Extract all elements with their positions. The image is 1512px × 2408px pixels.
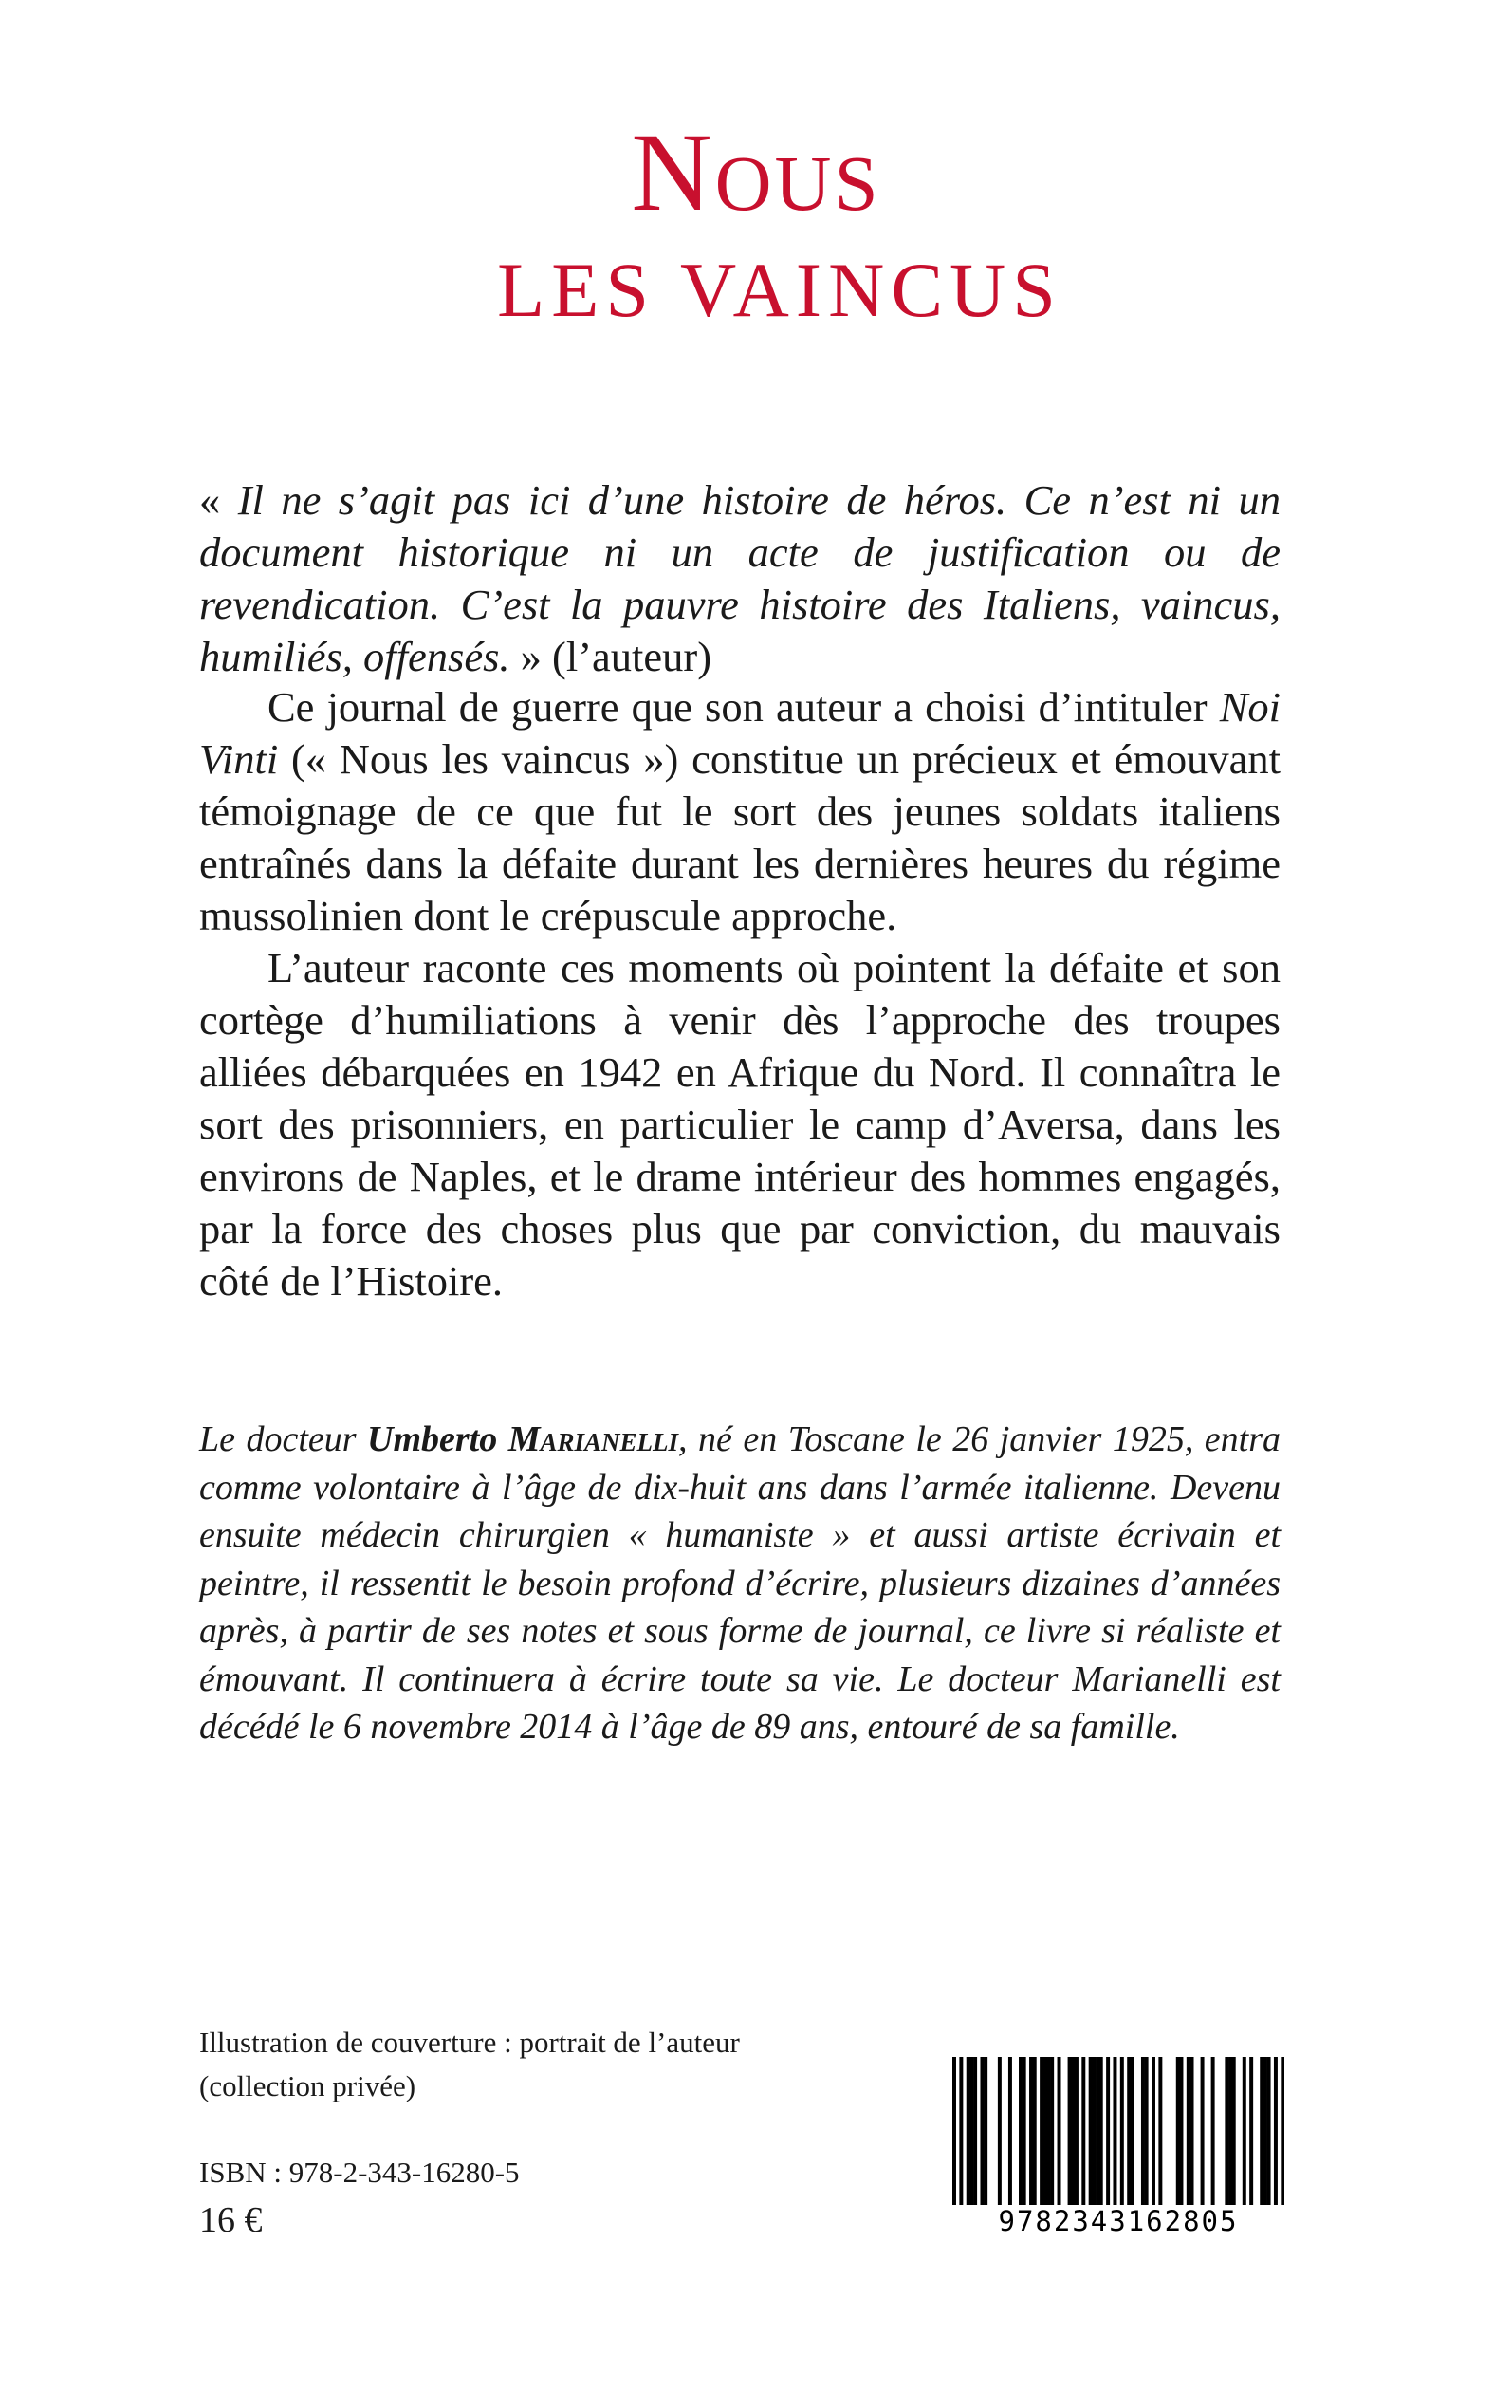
barcode-bar (1092, 2057, 1096, 2205)
barcode-bar (1158, 2057, 1162, 2205)
summary-paragraph-2: L’auteur raconte ces moments où pointent la défaite et son cortège d’humiliations à venir dès l’approche des troupes alliées débarquées en 1942 en Afrique du Nord. Il connaîtra le sort des prisonniers, en particulier le camp d’Aversa, dans les environs de Naples, et le drame intérieur des hommes engagés, par la force des choses plus que par conviction, du mauvais côté de l’Histoire. (199, 944, 1281, 1305)
barcode-bar (1141, 2057, 1145, 2205)
barcode-bar (1068, 2057, 1072, 2205)
barcode-bar (1096, 2057, 1099, 2205)
barcode-bar (1019, 2057, 1023, 2205)
book-title (0, 106, 1512, 342)
credit-line-2: (collection privée) (199, 2069, 416, 2102)
barcode-bar (1089, 2057, 1093, 2205)
barcode-bar (1152, 2057, 1155, 2205)
barcode-bar (967, 2057, 970, 2205)
barcode-bar (973, 2057, 977, 2205)
barcode-bar (1190, 2057, 1194, 2205)
barcode-bar (1176, 2057, 1180, 2205)
barcode-bar (1228, 2057, 1232, 2205)
barcode-bar (1249, 2057, 1253, 2205)
barcode-bar (1099, 2057, 1103, 2205)
barcode-bar (1043, 2057, 1047, 2205)
barcode-bar (1232, 2057, 1236, 2205)
barcode-bar (952, 2057, 956, 2216)
epigraph-attribution: » (l’auteur) (509, 633, 712, 680)
barcode-bar (1274, 2057, 1278, 2216)
barcode-bar (1201, 2057, 1205, 2205)
epigraph-quote (199, 474, 1281, 683)
barcode-bar (998, 2057, 1002, 2205)
barcode-bar (1281, 2057, 1284, 2216)
barcode-bar (1263, 2057, 1267, 2205)
barcode-bar (1243, 2057, 1246, 2205)
barcode-bar (1179, 2057, 1183, 2205)
barcode-bar (1071, 2057, 1075, 2205)
bio-text: , né en Toscane le 26 janvier 1925, entra comme volontaire à l’âge de dix-huit ans dans l’armée italienne. Devenu ensuite médecin chirurgien « humaniste » et aussi artiste écrivain et peintre, il ressentit le besoin profond d’écrire, plusieurs dizaines d’années après, à partir de ses notes et sous forme de journal, ce livre si réaliste et émouvant. Il continuera à écrire toute sa vie. Le docteur Marianelli est décédé le 6 novembre 2014 à l’âge de 89 ans, entouré de sa famille. (199, 1419, 1282, 1747)
barcode-bar (1040, 2057, 1043, 2205)
barcode-bar (1033, 2057, 1037, 2205)
barcode-bar (969, 2057, 973, 2205)
barcode-bar (980, 2057, 984, 2205)
barcode-bar (1131, 2057, 1134, 2205)
title-line-1: Nous (631, 110, 881, 234)
barcode-bar (959, 2057, 963, 2216)
barcode-bar (1029, 2057, 1033, 2205)
barcode-bar (1106, 2057, 1110, 2205)
barcode-bar (1225, 2057, 1228, 2205)
barcode-bar (1046, 2057, 1050, 2205)
barcode-number: 9782343162805 (952, 2205, 1284, 2237)
barcode-bar (1127, 2057, 1131, 2205)
original-title: Noi Vinti (199, 683, 1281, 783)
barcode-bar (1075, 2057, 1079, 2205)
barcode-bar (1267, 2057, 1271, 2205)
book-summary (199, 681, 1281, 1307)
barcode-bar (1050, 2057, 1054, 2205)
barcode-bar (1187, 2057, 1190, 2205)
summary-p1-start: Ce journal de guerre que son auteur a choisi d’intituler (267, 683, 1220, 731)
barcode-bar (1058, 2057, 1061, 2205)
barcode-bar (1211, 2057, 1215, 2205)
price-label: 16 € (199, 2200, 263, 2240)
barcode (952, 2057, 1284, 2237)
isbn-label: ISBN : 978-2-343-16280-5 (199, 2156, 520, 2189)
barcode-bar (1260, 2057, 1263, 2205)
bio-prefix: Le docteur (199, 1419, 368, 1459)
title-line-2: LES VAINCUS (497, 247, 1062, 333)
summary-paragraph-1 (199, 681, 1281, 942)
barcode-bar (984, 2057, 987, 2205)
author-biography (199, 1416, 1281, 1751)
barcode-bar (1023, 2057, 1026, 2205)
credit-line-1: Illustration de couverture : portrait de l’auteur (199, 2026, 740, 2059)
epigraph-open: « (199, 476, 238, 524)
barcode-bar (1120, 2057, 1124, 2216)
barcode-bar (1145, 2057, 1149, 2205)
author-first-name: Umberto (367, 1419, 508, 1459)
barcode-bars (952, 2057, 1284, 2216)
epigraph-text: Il ne s’agit pas ici d’une histoire de héros. Ce n’est ni un document historique ni un acte de justification ou de revendication. C’est la pauvre histoire des Italiens, vaincus, humiliés, offensés. (199, 476, 1281, 680)
summary-p1-end: (« Nous les vaincus ») constitue un précieux et émouvant témoignage de ce que fut le sort des jeunes soldats italiens entraînés dans la défaite durant les dernières heures du régime mussolinien dont le crépuscule approche. (199, 735, 1281, 939)
barcode-bar (1081, 2057, 1085, 2205)
author-surname: Marianelli (507, 1419, 679, 1459)
cover-credit (199, 2021, 882, 2108)
barcode-bar (1008, 2057, 1012, 2205)
barcode-bar (1113, 2057, 1116, 2216)
